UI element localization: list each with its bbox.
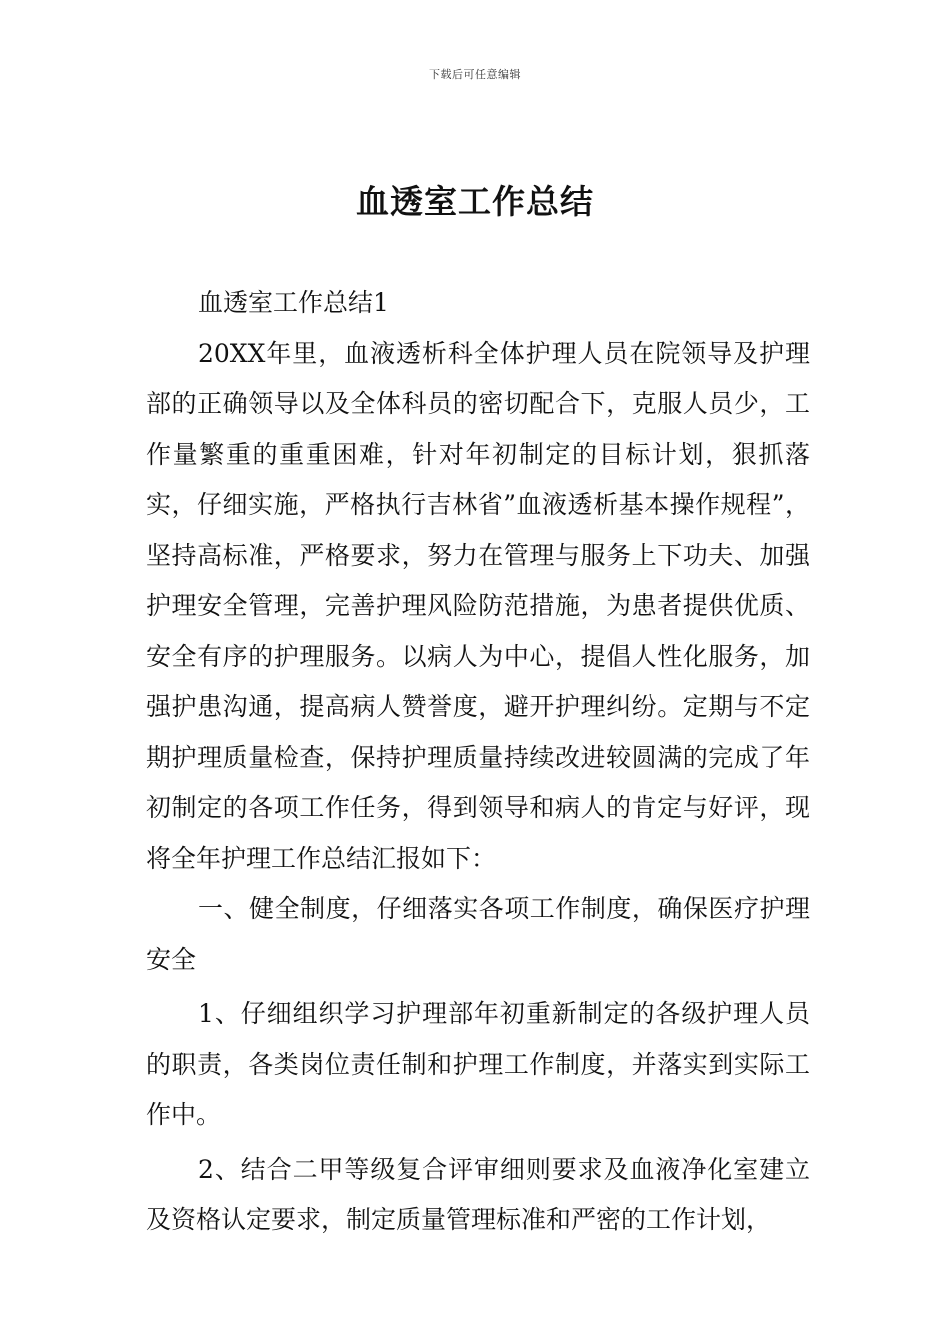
paragraph-intro: 20XX年里，血液透析科全体护理人员在院领导及护理部的正确领导以及全体科员的密切配合下，克服人员少，工作量繁重的重重困难，针对年初制定的目标计划，狠抓落实，仔细实施，严格执行吉林省”血液透析基本操作规程”，坚持高标准，严格要求，努力在管理与服务上下功夫、加强护理安全管理，完善护理风险防范措施，为患者提供优质、安全有序的护理服务。以病人为中心，提倡人性化服务，加强护患沟通，提高病人赞誉度，避开护理纠纷。定期与不定期护理质量检查，保持护理质量持续改进较圆满的完成了年初制定的各项工作任务，得到领导和病人的肯定与好评，现将全年护理工作总结汇报如下：	[146, 338, 810, 873]
section-subtitle: 血透室工作总结1	[198, 288, 389, 317]
paragraph-item-two: 2、结合二甲等级复合评审细则要求及血液净化室建立及资格认定要求，制定质量管理标准和严密的工作计划，	[146, 1154, 810, 1234]
paragraph-heading-one: 一、健全制度，仔细落实各项工作制度，确保医疗护理安全	[146, 894, 810, 974]
document-title: 血透室工作总结	[356, 182, 594, 221]
document-body	[146, 278, 810, 1246]
paragraph-item-one: 1、仔细组织学习护理部年初重新制定的各级护理人员的职责，各类岗位责任制和护理工作制度，并落实到实际工作中。	[146, 999, 810, 1129]
header-note: 下载后可任意编辑	[429, 68, 521, 81]
